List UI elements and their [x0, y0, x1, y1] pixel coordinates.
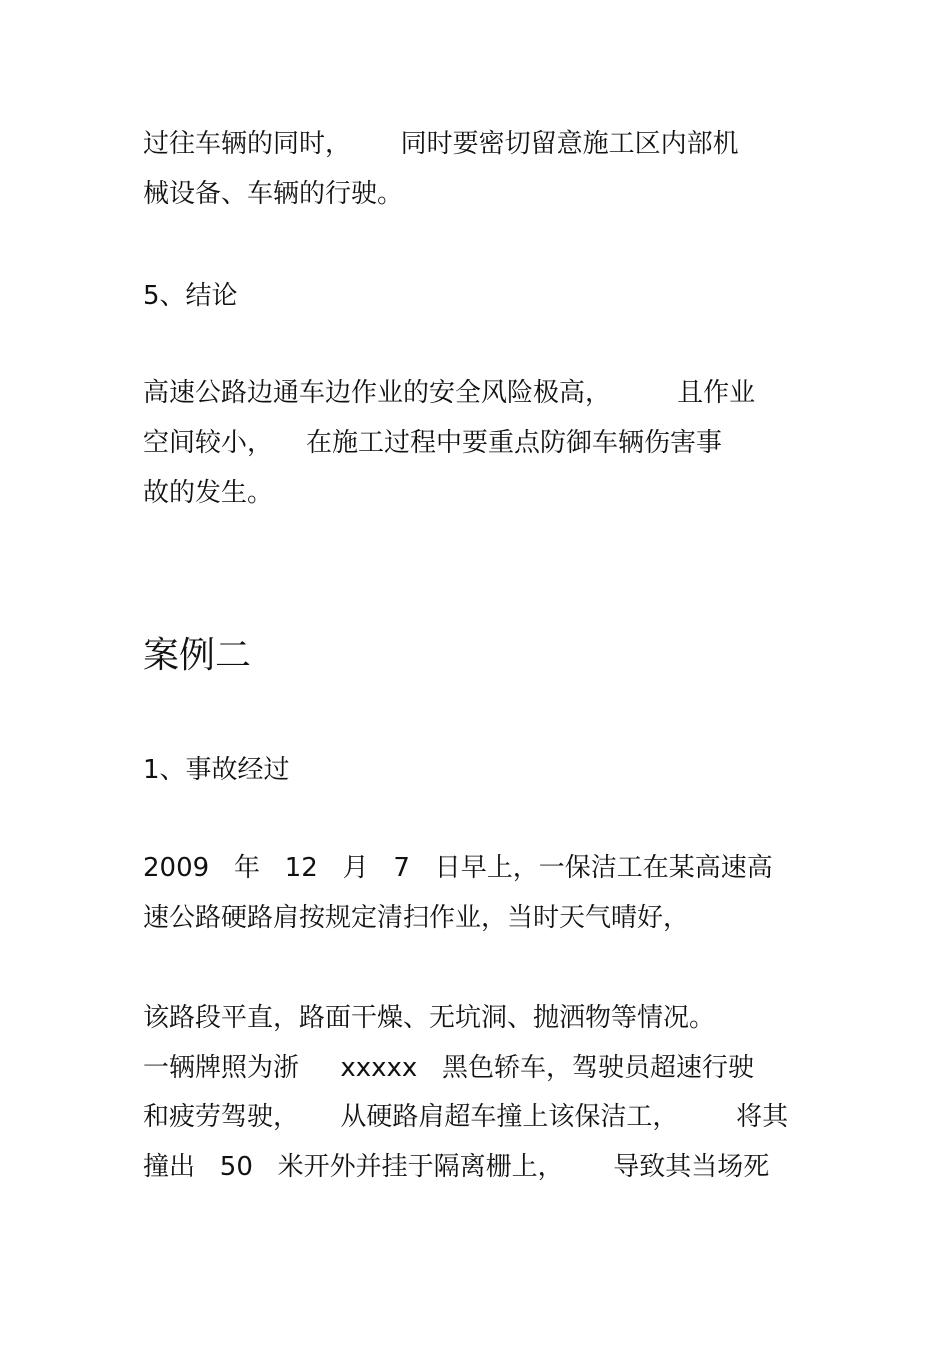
paragraph-line: 高速公路边通车边作业的安全风险极高， 且作业	[143, 378, 756, 408]
paragraph-line: 一辆牌照为浙 xxxxx 黑色轿车，驾驶员超速行驶	[143, 1053, 755, 1083]
paragraph-line: 过往车辆的同时， 同时要密切留意施工区内部机	[143, 129, 739, 159]
paragraph-line: 和疲劳驾驶， 从硬路肩超车撞上该保洁工， 将其	[143, 1102, 789, 1132]
paragraph-line: 速公路硬路肩按规定清扫作业，当时天气晴好，	[143, 903, 690, 933]
paragraph-line: 撞出 50 米开外并挂于隔离栅上， 导致其当场死	[143, 1152, 770, 1182]
section-heading-accident: 1、事故经过	[143, 755, 290, 785]
paragraph-line: 故的发生。	[143, 478, 274, 508]
paragraph-line: 空间较小， 在施工过程中要重点防御车辆伤害事	[143, 428, 723, 458]
case-title: 案例二	[143, 635, 252, 676]
section-heading-conclusion: 5、结论	[143, 281, 238, 311]
paragraph-line: 该路段平直，路面干燥、无坑洞、抛洒物等情况。	[143, 1003, 716, 1033]
paragraph-line: 2009 年 12 月 7 日早上，一保洁工在某高速高	[143, 853, 773, 883]
paragraph-line: 械设备、车辆的行驶。	[143, 179, 404, 209]
